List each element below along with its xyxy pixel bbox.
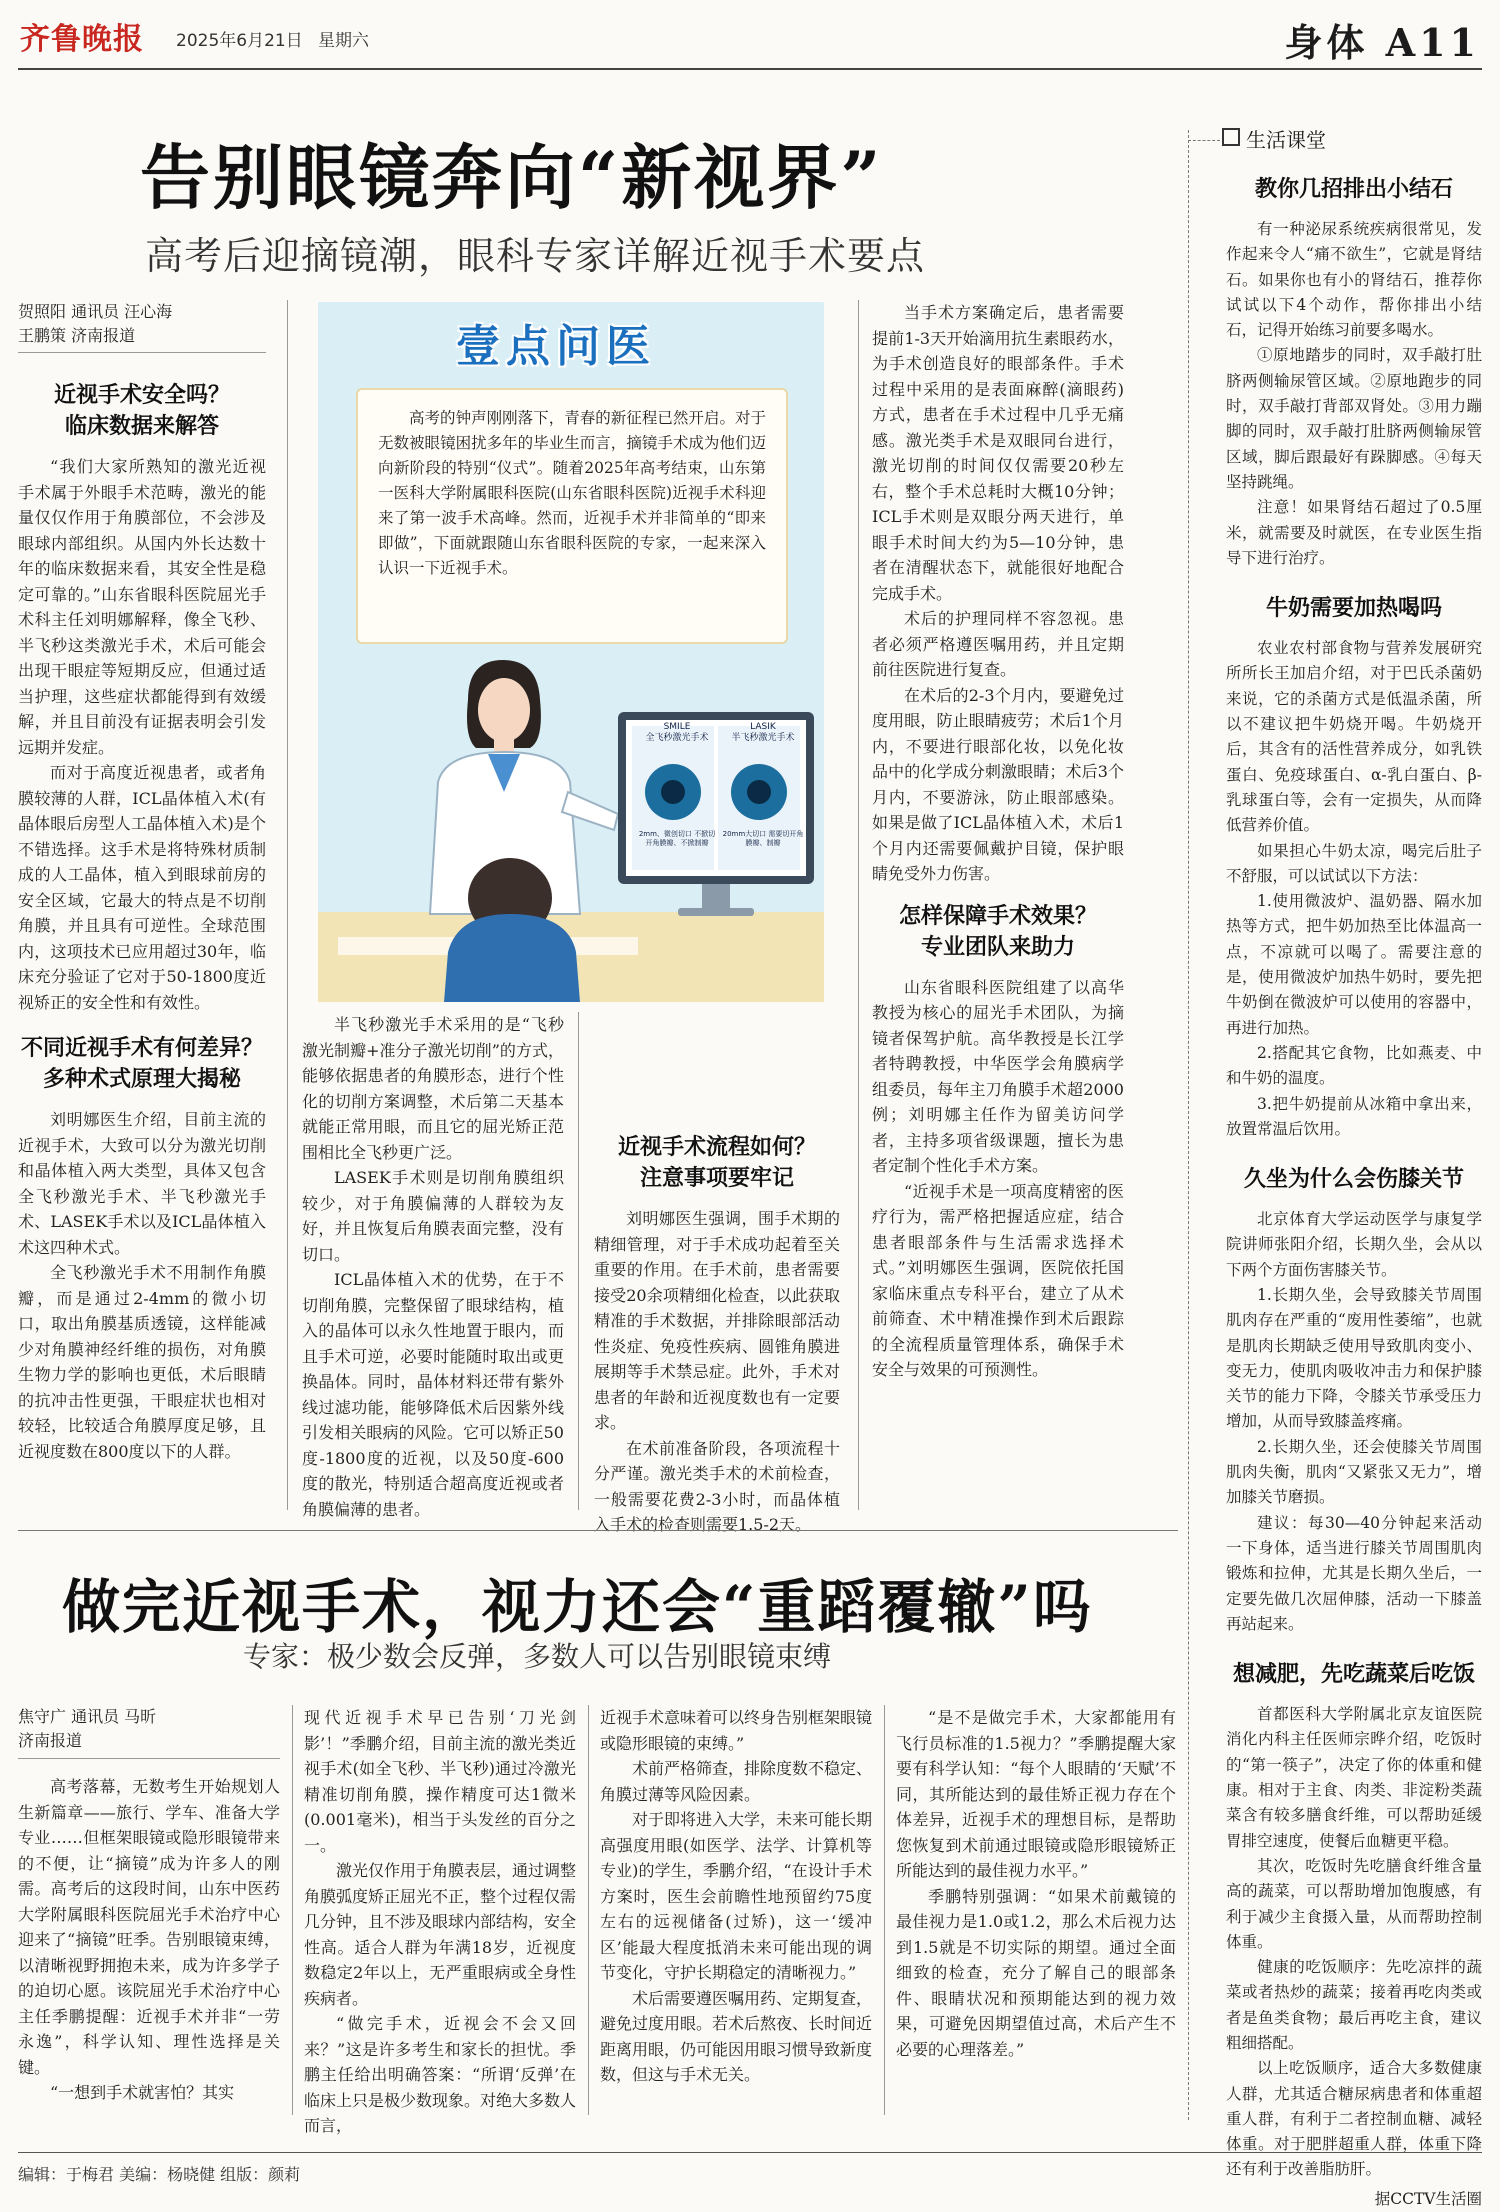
sidebar-article-title: 牛奶需要加热喝吗 <box>1265 595 1442 622</box>
byline-line: 贺照阳 通讯员 汪心海 <box>18 302 173 321</box>
story2-column-2 <box>304 1705 577 2135</box>
sidebar-article-title: 久坐为什么会伤膝关节 <box>1243 1166 1464 1193</box>
paragraph: 高考落幕，无数考生开始规划人生新篇章——旅行、学车、准备大学专业……但框架眼镜或隐形眼镜带来的不便，让“摘镜”成为许多人的刚需。高考后的这段时间，山东中医药大学附属眼科医院屈光手术治疗中心迎来了“摘镜”旺季。告别眼镜束缚，以清晰视野拥抱未来，成为许多学子的迫切心愿。该院屈光手术治疗中心主任季鹏提醒：近视手术并非“一劳永逸”，科学认知、理性选择是关键。 <box>18 1777 280 2077</box>
story1-column-1 <box>18 380 266 1520</box>
paragraph: 术后需要遵医嘱用药、定期复查，避免过度用眼。若术后熬夜、长时间近距离用眼，仍可能因用眼习惯导致新度数，但这与手术无关。 <box>600 1988 873 2084</box>
paragraph: 2.搭配其它食物，比如燕麦、中和牛奶的温度。 <box>1226 1043 1482 1088</box>
sidebar-divider <box>1188 130 1189 2120</box>
column-divider <box>578 1012 579 1510</box>
sidebar-article-title: 想减肥，先吃蔬菜后吃饭 <box>1232 1661 1475 1688</box>
paragraph: 建议：每30—40分钟起来活动一下身体，适当进行膝关节周围肌肉锻炼和拉伸，尤其是长期久坐后，一定要先做几次屈伸膝，活动一下膝盖再站起来。 <box>1226 1513 1482 1633</box>
page-credits: 编辑：于梅君 美编：杨晓健 组版：颜莉 <box>18 2165 301 2184</box>
qa-illustration <box>318 302 824 1002</box>
screen-left-caption: 2mm、微创切口 不掀切开角膜瓣、不掀制瓣 <box>638 830 716 847</box>
column-divider <box>292 1705 293 2115</box>
paragraph: 1.长期久坐，会导致膝关节周围肌肉存在严重的“废用性萎缩”，也就是肌肉长期缺乏使用导致肌肉变小、变无力，使肌肉吸收冲击力和保护膝关节的能力下降，令膝关节承受压力增加，从而导致膝盖疼痛。 <box>1226 1285 1482 1431</box>
screen-title: SMILE <box>663 722 691 732</box>
paragraph: 术前严格筛查，排除度数不稳定、角膜过薄等风险因素。 <box>600 1759 873 1804</box>
story2-column-4 <box>896 1705 1176 2112</box>
section-body <box>18 1107 266 1464</box>
section-heading <box>18 380 266 442</box>
heading-line: 专业团队来助力 <box>920 933 1075 960</box>
sidebar-source: 据CCTV生活圈 <box>1374 2189 1482 2208</box>
sidebar-article-body <box>1226 217 1482 571</box>
paragraph: “我们大家所熟知的激光近视手术属于外眼手术范畴，激光的能量仅仅作用于角膜部位，不会涉及眼球内部组织。从国内外长达数十年的临床数据来看，其安全性是稳定可靠的。”山东省眼科医院屈光手术科主任刘明娜解释，像全飞秒、半飞秒这类激光手术，术后可能会出现干眼症等短期反应，但通过适当护理，这些症状都能得到有效缓解，并且目前没有证据表明会引发远期并发症。 <box>18 457 266 757</box>
column-divider <box>588 1705 589 2115</box>
paragraph: 全飞秒激光手术不用制作角膜瓣，而是通过2-4mm的微小切口，取出角膜基质透镜，这样能减少对角膜神经纤维的损伤，对角膜生物力学的影响也更低，术后眼睛的抗冲击性更强，干眼症状也相对较轻，比较适合角膜厚度足够，且近视度数在800度以下的人群。 <box>18 1263 266 1461</box>
paragraph: LASEK手术则是切削角膜组织较少，对于角膜偏薄的人群较为友好，并且恢复后角膜表面完整，没有切口。 <box>302 1168 564 1264</box>
doctor-illustration <box>318 652 824 1002</box>
story-divider <box>18 1530 1178 1531</box>
story1-column-4 <box>872 300 1124 1510</box>
intro-box <box>356 388 788 644</box>
column-divider <box>287 300 288 1510</box>
heading-line: 不同近视手术有何差异？ <box>20 1035 263 1061</box>
section-heading <box>18 1033 266 1095</box>
screen-subtitle: 半飞秒激光手术 <box>731 733 795 743</box>
paragraph: ①原地踏步的同时，双手敲打肚脐两侧输尿管区域。②原地跑步的同时，双手敲打背部双肾处。③用力蹦脚的同时，双手敲打肚脐两侧输尿管区域，脚后跟最好有跺脚感。④每天坚持跳绳。 <box>1226 346 1482 491</box>
column-divider <box>884 1705 885 2115</box>
paragraph: 3.把牛奶提前从冰箱中拿出来，放置常温后饮用。 <box>1226 1094 1482 1138</box>
heading-line: 临床数据来解答 <box>64 413 219 439</box>
badge-label: 壹点问医 <box>456 321 656 372</box>
heading-line: 注意事项要牢记 <box>639 1165 794 1191</box>
sidebar-label: 生活课堂 <box>1246 128 1326 152</box>
paragraph: 近视手术意味着可以终身告别框架眼镜或隐形眼镜的束缚。” <box>600 1708 873 1753</box>
story2-subheadline: 专家：极少数会反弹，多数人可以告别眼镜束缚 <box>243 1640 832 1673</box>
byline-line: 王鹏策 济南报道 <box>18 326 136 345</box>
issue-date: 2025年6月21日 <box>176 31 303 51</box>
sidebar-header <box>1222 124 1482 154</box>
footer-rule <box>18 2152 1482 2153</box>
paragraph: 在术前准备阶段，各项流程十分严谨。激光类手术的术前检查，一般需要花费2-3小时，而晶体植入手术的检查则需要1.5-2天。 <box>594 1438 840 1534</box>
byline-line: 焦守广 通讯员 马昕 <box>18 1707 157 1726</box>
paragraph: 激光仅作用于角膜表层，通过调整角膜弧度矫正屈光不正，整个过程仅需几分钟，且不涉及眼球内部结构，安全性高。适合人群为年满18岁，近视度数稳定2年以上，无严重眼病或全身性疾病者。 <box>304 1861 577 2008</box>
paragraph: 首都医科大学附属北京友谊医院消化内科主任医师宗晔介绍，吃饭时的“第一筷子”，决定了你的体重和健康。相对于主食、肉类、非淀粉类蔬菜含有较多膳食纤维，可以帮助延缓胃排空速度，使餐后血糖更平稳。 <box>1226 1705 1482 1850</box>
screen-left-label <box>636 722 718 744</box>
heading-line: 近视手术安全吗？ <box>53 382 230 408</box>
story2-column-3 <box>600 1705 872 2112</box>
story1-column-2 <box>302 1012 564 1519</box>
square-icon <box>1222 128 1240 146</box>
paragraph: 以上吃饭顺序，适合大多数健康人群，尤其适合糖尿病患者和体重超重人群，有利于二者控制血糖、减轻体重。对于肥胖超重人群，体重下降还有利于改善脂肪肝。 <box>1226 2059 1482 2179</box>
paragraph: 现代近视手术早已告别‘刀光剑影’！”季鹏介绍，目前主流的激光类近视手术(如全飞秒、半飞秒)通过冷激光精准切削角膜，操作精度可达1微米(0.001毫米)，相当于头发丝的百分之一。 <box>304 1708 576 1855</box>
story1-byline <box>18 300 266 348</box>
byline-line: 济南报道 <box>18 1731 83 1750</box>
paragraph: 2.长期久坐，还会使膝关节周围肌肉失衡，肌肉“又紧张又无力”，增加膝关节磨损。 <box>1226 1437 1482 1507</box>
paragraph: 在术后的2-3个月内，要避免过度用眼，防止眼睛疲劳；术后1个月内，不要进行眼部化妆，以免化妆品中的化学成分刺激眼睛；术后3个月内，不要游泳，防止眼部感染。如果是做了ICL晶体植入术，术后1个月内还需要佩戴护目镜，保护眼睛免受外力伤害。 <box>872 685 1124 883</box>
section-body <box>594 1206 840 1538</box>
paragraph: 当手术方案确定后，患者需要提前1-3天开始滴用抗生素眼药水，为手术创造良好的眼部条件。手术过程中采用的是表面麻醉(滴眼药)方式，患者在手术过程中几乎无痛感。激光类手术是双眼同台进行，激光切削的时间仅仅需要20秒左右，整个手术总耗时大概10分钟；ICL手术则是双眼分两天进行，单眼手术时间大约为5—10分钟，患者在清醒状态下，就能很好地配合完成手术。 <box>872 303 1124 603</box>
byline-divider <box>18 1758 280 1759</box>
sidebar-article-body <box>1226 636 1482 1142</box>
intro-text: 高考的钟声刚刚落下，青春的新征程已然开启。对于无数被眼镜困扰多年的毕业生而言，摘镜手术成为他们迈向新阶段的特别“仪式”。随着2025年高考结束，山东第一医科大学附属眼科医院(山东省眼科医院)近视手术科迎来了第一波手术高峰。然而，近视手术并非简单的“即来即做”，下面就跟随山东省眼科医院的专家，一起来深入认识一下近视手术。 <box>378 409 766 577</box>
paragraph: 健康的吃饭顺序：先吃凉拌的蔬菜或者热炒的蔬菜；接着再吃肉类或者是鱼类食物；最后再吃主食，建议粗细搭配。 <box>1226 1958 1482 2052</box>
story2-column-1 <box>18 1774 280 2112</box>
paragraph: 刘明娜医生强调，围手术期的精细管理，对于手术成功起着至关重要的作用。在手术前，患者需要接受20余项精细化检查，以此获取精准的手术数据，并排除眼部活动性炎症、免疫性疾病、圆锥角膜进展期等手术禁忌症。此外，手术对患者的年龄和近视度数也有一定要求。 <box>594 1209 840 1432</box>
paragraph: 半飞秒激光手术采用的是“飞秒激光制瓣+准分子激光切削”的方式，能够依据患者的角膜形态，进行个性化的切削方案调整，术后第二天基本就能正常用眼，而且它的屈光矫正范围相比全飞秒更广泛。 <box>302 1015 564 1162</box>
section-heading <box>594 1132 840 1194</box>
paragraph: 农业农村部食物与营养发展研究所所长王加启介绍，对于巴氏杀菌奶来说，它的杀菌方式是低温杀菌，所以不建议把牛奶烧开喝。牛奶烧开后，其含有的活性营养成分，如乳铁蛋白、免疫球蛋白、α-乳白蛋白、β-乳球蛋白等，会有一定损失，从而降低营养价值。 <box>1226 639 1482 835</box>
sidebar-article-body <box>1226 1207 1482 1637</box>
sidebar-article-body <box>1226 1702 1482 2183</box>
paragraph: ICL晶体植入术的优势，在于不切削角膜，完整保留了眼球结构，植入的晶体可以永久性地置于眼内，而且手术可逆，必要时能随时取出或更换晶体。同时，晶体材料还带有紫外线过滤功能，能够降低术后因紫外线引发相关眼病的风险。它可以矫正50度-1800度的近视，以及50度-600度的散光，特别适合超高度近视或者角膜偏薄的患者。 <box>302 1270 564 1519</box>
paragraph: 注意！如果肾结石超过了0.5厘米，就需要及时就医，在专业医生指导下进行治疗。 <box>1226 498 1482 567</box>
paragraph: 山东省眼科医院组建了以高华教授为核心的屈光手术团队，为摘镜者保驾护航。高华教授是长江学者特聘教授，中华医学会角膜病学组委员，每年主刀角膜手术超2000例；刘明娜主任作为留美访问学者，主持多项省级课题，擅长为患者定制个性化手术方案。 <box>872 977 1124 1175</box>
section-heading <box>872 901 1124 963</box>
newspaper-logo: 齐鲁晚报 <box>20 22 144 57</box>
section-body <box>872 300 1124 887</box>
sidebar-dash <box>1188 140 1220 141</box>
sidebar-article-title: 教你几招排出小结石 <box>1254 176 1453 202</box>
paragraph: 有一种泌尿系统疾病很常见，发作起来令人“痛不欲生”，它就是肾结石。如果你也有小的肾结石，推荐你试试以下4个动作，帮你排出小结石，记得开始练习前要多喝水。 <box>1226 220 1482 340</box>
paragraph: 1.使用微波炉、温奶器、隔水加热等方式，把牛奶加热至比体温高一点，不凉就可以喝了。需要注意的是，使用微波炉加热牛奶时，要先把牛奶倒在微波炉可以使用的容器中，再进行加热。 <box>1226 892 1482 1037</box>
paragraph: 如果担心牛奶太凉，喝完后肚子不舒服，可以试试以下方法： <box>1226 841 1482 885</box>
screen-subtitle: 全飞秒激光手术 <box>645 733 709 743</box>
story2-byline <box>18 1705 280 1753</box>
paragraph: 对于即将进入大学，未来可能长期高强度用眼(如医学、法学、计算机等专业)的学生，季鹏介绍，“在设计手术方案时，医生会前瞻性地预留约75度左右的远视储备(过矫)，这一‘缓冲区’能最大程度抵消未来可能出现的调节变化，守护长期稳定的清晰视力。” <box>600 1810 873 1982</box>
masthead <box>18 10 1482 70</box>
story1-column-3 <box>594 1012 840 1534</box>
paragraph: “是不是做完手术，大家都能用有飞行员标准的1.5视力？”季鹏提醒大家要有科学认知：“每个人眼睛的‘天赋’不同，其所能达到的最佳矫正视力存在个体差异，近视手术的理想目标，是帮助您恢复到术前通过眼镜或隐形眼镜矫正所能达到的最佳视力水平。” <box>896 1708 1176 1880</box>
paragraph: 而对于高度近视患者，或者角膜较薄的人群，ICL晶体植入术(有晶体眼后房型人工晶体植入术)是个不错选择。这手术是将特殊材质制成的人工晶体，植入到眼球前房的安全区域，它最大的特点是不切削角膜，并且具有可逆性。全球范围内，这项技术已应用超过30年，临床充分验证了它对于50-1800度近视矫正的安全性和有效性。 <box>18 763 266 1012</box>
story2-headline: 做完近视手术，视力还会“重蹈覆辙”吗 <box>62 1573 1093 1641</box>
paragraph: “做完手术，近视会不会又回来？”这是许多考生和家长的担忧。季鹏主任给出明确答案：“所谓‘反弹’在临床上只是极少数现象。对绝大多数人而言， <box>304 2014 577 2135</box>
page-section-label: 身体 A11 <box>1284 20 1480 65</box>
heading-line: 多种术式原理大揭秘 <box>42 1066 241 1092</box>
section-body <box>18 454 266 1015</box>
issue-weekday: 星期六 <box>318 31 369 51</box>
paragraph: 术后的护理同样不容忽视。患者必须严格遵医嘱用药，并且定期前往医院进行复查。 <box>872 609 1124 679</box>
sidebar-column <box>1226 172 1482 2208</box>
heading-line: 怎样保障手术效果？ <box>898 902 1097 929</box>
byline-divider <box>18 352 266 353</box>
paragraph: 北京体育大学运动医学与康复学院讲师张阳介绍，长期久坐，会从以下两个方面伤害膝关节。 <box>1226 1210 1482 1279</box>
section-body <box>872 975 1124 1383</box>
paragraph: 其次，吃饭时先吃膳食纤维含量高的蔬菜，可以帮助增加饱腹感，有利于减少主食摄入量，从而帮助控制体重。 <box>1226 1856 1482 1951</box>
column-divider <box>858 300 859 1510</box>
screen-right-caption: 20mm大切口 需要切开角膜瓣、制瓣 <box>722 830 804 847</box>
story1-subheadline: 高考后迎摘镜潮，眼科专家详解近视手术要点 <box>145 234 926 278</box>
heading-line: 近视手术流程如何？ <box>617 1134 816 1160</box>
paragraph: “近视手术是一项高度精密的医疗行为，需严格把握适应症，结合患者眼部条件与生活需求选择术式。”刘明娜医生强调，医院依托国家临床重点专科平台，建立了从术前筛查、术中精准操作到术后跟踪的全流程质量管理体系，确保手术安全与效果的可预测性。 <box>872 1181 1124 1379</box>
paragraph: 季鹏特别强调：“如果术前戴镜的最佳视力是1.0或1.2，那么术后视力达到1.5就是不切实际的期望。通过全面细致的检查，充分了解自己的眼部条件、眼睛状况和预期能达到的视力效果，可避免因期望值过高，术后产生不必要的心理落差。” <box>896 1886 1176 2059</box>
paragraph: 刘明娜医生介绍，目前主流的近视手术，大致可以分为激光切削和晶体植入两大类型，具体又包含全飞秒激光手术、半飞秒激光手术、LASEK手术以及ICL晶体植入术这四种术式。 <box>18 1110 266 1257</box>
story1-headline: 告别眼镜奔向“新视界” <box>140 136 884 219</box>
paragraph: “一想到手术就害怕？其实 <box>50 2083 235 2102</box>
screen-title: LASIK <box>750 722 776 732</box>
screen-right-label <box>722 722 804 744</box>
